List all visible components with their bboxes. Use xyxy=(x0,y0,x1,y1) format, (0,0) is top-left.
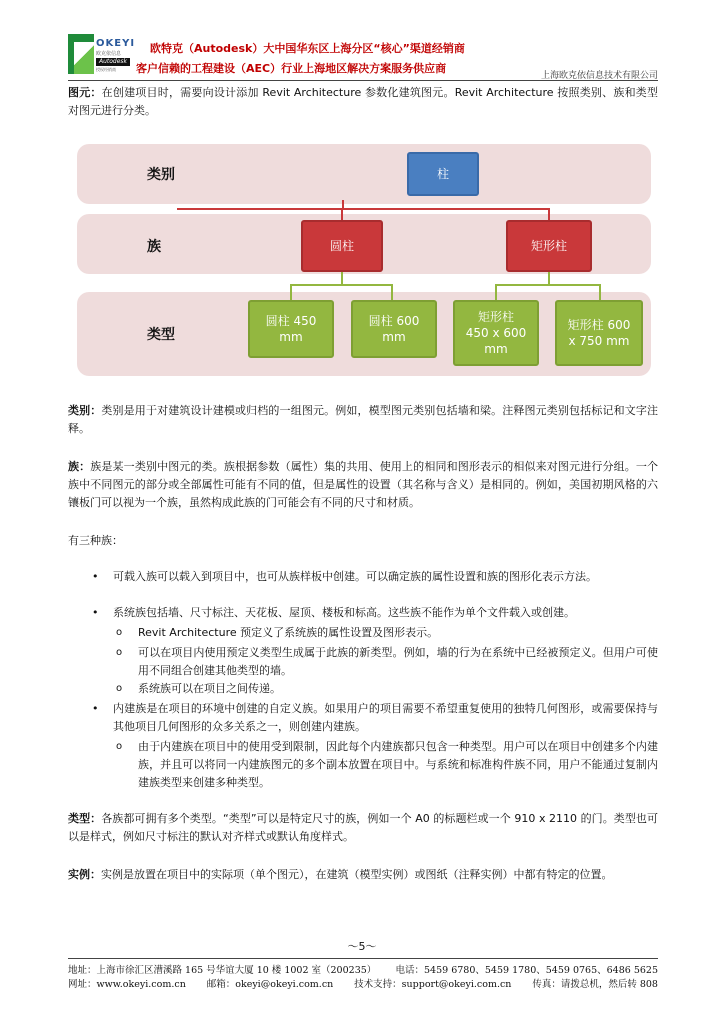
connector xyxy=(341,272,343,284)
type-box-rect-450x600: 矩形柱 450 x 600 mm xyxy=(453,300,539,366)
sub-list-item: 由于内建族在项目中的使用受到限制，因此每个内建族都只包含一种类型。用户可以在项目中创建多个内建族，并且可以将同一内建族图元的多个副本放置在项目中。与系统和标准构件族不同，用户不能通过复制内建族类型来创建多种类型。 xyxy=(138,740,658,789)
footer-contact-line-2 xyxy=(68,976,658,990)
row-label-type: 类型 xyxy=(147,327,175,343)
connector xyxy=(548,208,550,220)
connector xyxy=(290,284,393,286)
footer-email[interactable]: 邮箱：okeyi@okeyi.com.cn xyxy=(206,979,334,990)
autodesk-logo: Autodesk xyxy=(96,58,130,66)
type-text: 各族都可拥有多个类型。“类型”可以是特定尺寸的族，例如一个 A0 的标题栏或一个 910 x 2110 的门。类型也可以是样式，例如尺寸标注的默认对齐样式或默认角度样式。 xyxy=(68,812,658,843)
type-box-rect-600x750: 矩形柱 600 x 750 mm xyxy=(555,300,643,366)
sub-list-item: 系统族可以在项目之间传递。 xyxy=(138,682,281,695)
footer-fax: 传真：请拨总机，然后转 808 xyxy=(532,979,658,990)
header-company-name: 上海欧克依信息技术有限公司 xyxy=(540,71,658,81)
intro-paragraph xyxy=(68,84,658,120)
header-divider xyxy=(68,80,658,81)
connector xyxy=(495,284,601,286)
header-tagline-2: 客户信赖的工程建设（AEC）行业上海地区解决方案服务供应商 xyxy=(136,62,447,75)
list-item: 内建族是在项目的环境中创建的自定义族。如果用户的项目需要不希望重复使用的独特几何图形，或需要保持与其他项目几何图形的众多关系之一，则创建内建族。 xyxy=(113,702,658,733)
footer-divider xyxy=(68,958,658,959)
row-label-family: 族 xyxy=(147,239,161,255)
connector xyxy=(290,284,292,300)
list-item: 可载入族可以载入到项目中，也可从族样板中创建。可以确定族的属性设置和族的图形化表示方法。 xyxy=(113,570,597,583)
element-hierarchy-diagram xyxy=(77,144,651,376)
family-box-round-column: 圆柱 xyxy=(301,220,383,272)
family-text: 族是某一类别中图元的类。族根据参数（属性）集的共用、使用上的相同和图形表示的相似来对图元进行分组。一个族中不同图元的部分或全部属性可能有不同的值，但是属性的设置（其名称与含义）是相同的。例如，美国初期风格的六镶板门可以视为一个族，虽然构成此族的门可能会有不同的尺寸和材质。 xyxy=(68,460,659,509)
type-box-round-450: 圆柱 450 mm xyxy=(248,300,334,358)
connector xyxy=(495,284,497,300)
family-box-rect-column: 矩形柱 xyxy=(506,220,592,272)
footer-contact-line-1 xyxy=(68,962,658,976)
type-box-round-600: 圆柱 600 mm xyxy=(351,300,437,358)
connector xyxy=(599,284,601,300)
logo-okeyi-text: OKEYI xyxy=(96,38,136,49)
connector xyxy=(341,208,343,220)
page-header xyxy=(68,28,658,82)
category-box-column: 柱 xyxy=(407,152,479,196)
instance-paragraph xyxy=(68,866,658,884)
sub-bullet-marker: o xyxy=(116,741,123,752)
sub-bullet-marker: o xyxy=(116,683,123,694)
sub-list-item: Revit Architecture 预定义了系统族的属性设置及图形表示。 xyxy=(138,626,439,639)
sub-bullet-marker: o xyxy=(116,647,123,658)
okeyi-logo-mark xyxy=(68,34,94,74)
row-label-category: 类别 xyxy=(147,167,175,183)
instance-term: 实例： xyxy=(68,868,101,881)
header-tagline-1: 欧特克（Autodesk）大中国华东区上海分区“核心”渠道经销商 xyxy=(150,42,465,55)
instance-text: 实例是放置在项目中的实际项（单个图元），在建筑（模型实例）或图纸（注释实例）中都有特定的位置。 xyxy=(101,868,613,881)
bullet-dot: • xyxy=(92,702,99,715)
logo-sub-text: 欧克依信息 xyxy=(96,51,122,57)
page-number: ～5～ xyxy=(347,940,377,953)
footer-website[interactable]: 网址：www.okeyi.com.cn xyxy=(68,979,186,990)
footer-phone: 电话：5459 6780、5459 1780、5459 0765、6486 5625 xyxy=(395,965,658,976)
footer-support[interactable]: 技术支持：support@okeyi.com.cn xyxy=(354,979,512,990)
type-term: 类型： xyxy=(68,812,102,825)
sub-bullet-marker: o xyxy=(116,627,123,638)
bullet-dot: • xyxy=(92,570,99,583)
family-paragraph xyxy=(68,458,658,512)
connector xyxy=(391,284,393,300)
bullet-dot: • xyxy=(92,606,99,619)
okeyi-autodesk-logo xyxy=(68,34,136,74)
three-kinds-intro: 有三种族： xyxy=(68,534,123,547)
category-term: 类别： xyxy=(68,404,102,417)
intro-text: 在创建项目时，需要向设计添加 Revit Architecture 参数化建筑图元。Revit Architecture 按照类别、族和类型对图元进行分类。 xyxy=(68,86,658,117)
footer-address: 地址：上海市徐汇区漕溪路 165 号华谊大厦 10 楼 1002 室（200235） xyxy=(68,965,377,976)
autodesk-sub-text: 授权经销商 xyxy=(96,67,116,72)
sub-list-item: 可以在项目内使用预定义类型生成属于此族的新类型。例如，墙的行为在系统中已经被预定义。但用户可使用不同组合创建其他类型的墙。 xyxy=(138,646,658,677)
connector xyxy=(548,272,550,284)
type-paragraph xyxy=(68,810,658,846)
category-text: 类别是用于对建筑设计建模或归档的一组图元。例如，模型图元类别包括墙和梁。注释图元类别包括标记和文字注释。 xyxy=(68,404,658,435)
intro-term: 图元： xyxy=(68,86,102,99)
connector xyxy=(177,208,549,210)
category-paragraph xyxy=(68,402,658,438)
family-term: 族： xyxy=(68,460,91,473)
list-item: 系统族包括墙、尺寸标注、天花板、屋顶、楼板和标高。这些族不能作为单个文件载入或创建。 xyxy=(113,606,575,619)
